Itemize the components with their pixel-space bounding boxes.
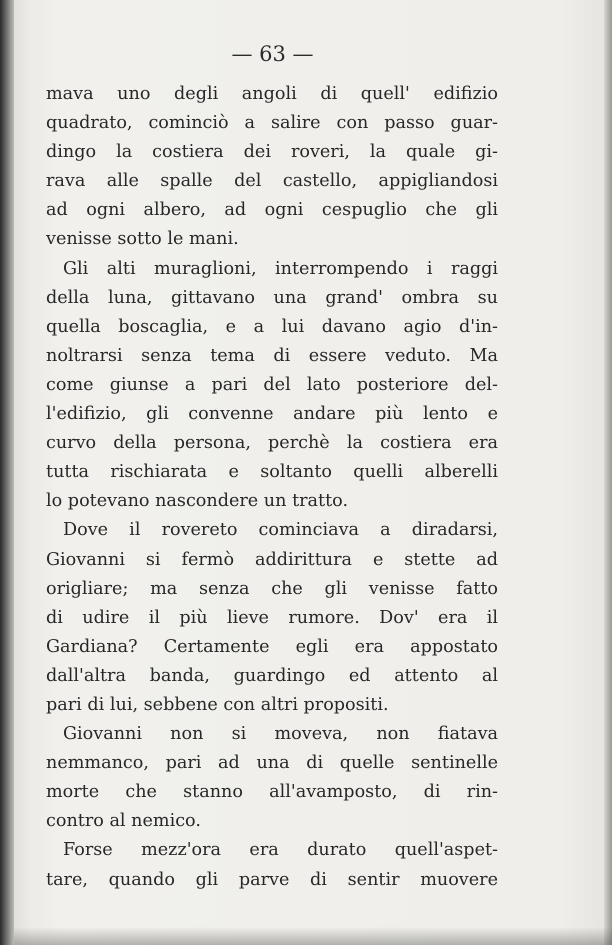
text-line: mava uno degli angoli di quell' edifizio: [46, 84, 498, 104]
text-line: lo potevano nascondere un tratto.: [46, 491, 349, 512]
text-line: nemmanco, pari ad una di quelle sentinelle: [46, 753, 498, 774]
page-right-edge: [604, 0, 612, 945]
page-body-text: [46, 80, 498, 895]
text-line: dingo la costiera dei roveri, la quale gi-: [46, 142, 498, 163]
text-line: rava alle spalle del castello, appigliandosi: [46, 171, 498, 192]
text-line: contro al nemico.: [46, 811, 201, 832]
text-line: dall'altra banda, guardingo ed attento al: [46, 665, 498, 686]
text-line: della luna, gittavano una grand' ombra su: [46, 287, 498, 308]
text-line: l'edifizio, gli convenne andare più lento e: [46, 404, 498, 425]
page-bottom-edge: [14, 927, 612, 945]
text-line: pari di lui, sebbene con altri propositi.: [46, 694, 389, 715]
page-number: — 63 —: [231, 42, 314, 66]
text-line: Gli alti muraglioni, interrompendo i raggi: [63, 258, 498, 279]
text-line: ad ogni albero, ad ogni cespuglio che gli: [46, 200, 498, 221]
text-line: tare, quando gli parve di sentir muovere: [46, 869, 498, 890]
text-line: morte che stanno all'avamposto, di rin-: [46, 782, 498, 803]
text-line: Giovanni non si moveva, non fiatava: [63, 724, 498, 745]
text-line: Dove il rovereto cominciava a diradarsi,: [63, 520, 498, 541]
text-line: origliare; ma senza che gli venisse fatto: [46, 578, 498, 599]
text-line: tutta rischiarata e soltanto quelli alberelli: [46, 462, 498, 483]
text-line: Gardiana? Certamente egli era appostato: [46, 636, 498, 657]
text-line: quella boscaglia, e a lui davano agio d'in-: [46, 316, 498, 337]
text-line: Giovanni si fermò addirittura e stette ad: [46, 549, 498, 570]
text-line: quadrato, cominciò a salire con passo guar-: [46, 113, 498, 134]
text-line: Forse mezz'ora era durato quell'aspet-: [63, 840, 498, 861]
text-line: curvo della persona, perchè la costiera era: [46, 433, 498, 454]
text-line: noltrarsi senza tema di essere veduto. Ma: [46, 345, 498, 366]
text-line: di udire il più lieve rumore. Dov' era il: [46, 607, 498, 628]
text-line: come giunse a pari del lato posteriore del-: [46, 374, 498, 395]
book-binding-shadow: [0, 0, 14, 945]
text-line: venisse sotto le mani.: [46, 229, 239, 250]
